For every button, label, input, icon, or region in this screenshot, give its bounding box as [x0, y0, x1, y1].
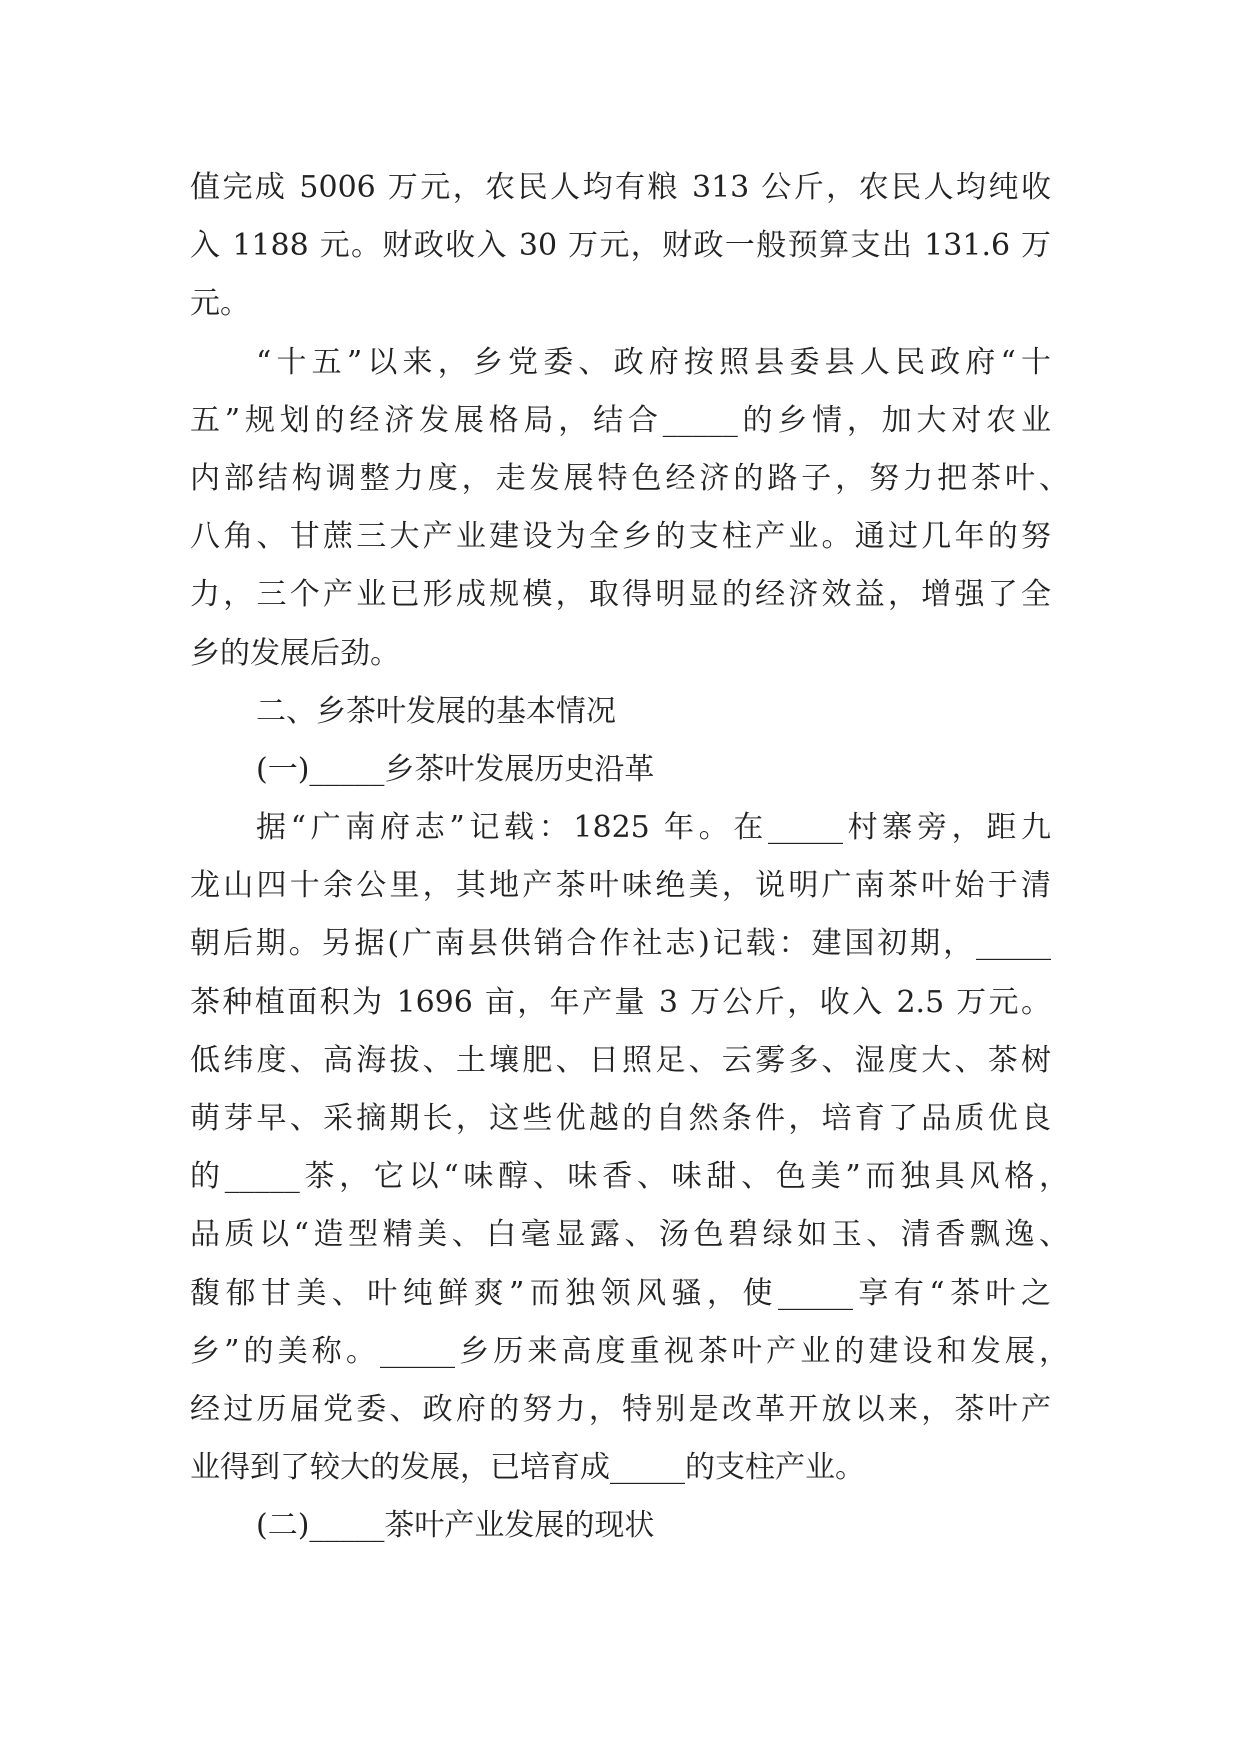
- paragraph-line: 朝后期。另据(广南县供销合作社志)记载：建国初期，_____: [190, 926, 1051, 962]
- paragraph-line: 经过历届党委、政府的努力，特别是改革开放以来，茶叶产: [190, 1391, 1051, 1427]
- paragraph-line: “十五”以来，乡党委、政府按照县委县人民政府“十: [256, 344, 1051, 380]
- paragraph-line: 五”规划的经济发展格局，结合_____的乡情，加大对农业: [190, 402, 1051, 438]
- paragraph-line: 馥郁甘美、叶纯鲜爽”而独领风骚，使_____享有“茶叶之: [190, 1275, 1051, 1311]
- subsection-heading: (一)_____乡茶叶发展历史沿革: [256, 751, 655, 787]
- paragraph-line: 品质以“造型精美、白毫显露、汤色碧绿如玉、清香飘逸、: [190, 1217, 1069, 1253]
- paragraph-line: 内部结构调整力度，走发展特色经济的路子，努力把茶叶、: [190, 460, 1069, 496]
- paragraph-line: 元。: [190, 286, 250, 322]
- body-text: [190, 159, 1069, 1556]
- paragraph-line: 低纬度、高海拔、土壤肥、日照足、云雾多、湿度大、茶树: [190, 1042, 1051, 1078]
- paragraph-line: 萌芽早、采摘期长，这些优越的自然条件，培育了品质优良: [190, 1101, 1051, 1136]
- section-heading: 二、乡茶叶发展的基本情况: [256, 693, 616, 729]
- paragraph-line: 的_____茶，它以“味醇、味香、味甜、色美”而独具风格，: [190, 1159, 1069, 1195]
- paragraph-line: 龙山四十余公里，其地产茶叶味绝美，说明广南茶叶始于清: [190, 868, 1051, 904]
- paragraph-line: 乡的发展后劲。: [190, 635, 400, 671]
- paragraph-line: 茶种植面积为 1696 亩，年产量 3 万公斤，收入 2.5 万元。: [190, 984, 1051, 1020]
- paragraph-line: 八角、甘蔗三大产业建设为全乡的支柱产业。通过几年的努: [190, 519, 1051, 555]
- paragraph-line: 力，三个产业已形成规模，取得明显的经济效益，增强了全: [190, 577, 1051, 613]
- paragraph-line: 业得到了较大的发展，已培育成_____的支柱产业。: [190, 1450, 865, 1486]
- paragraph-line: 值完成 5006 万元，农民人均有粮 313 公斤，农民人均纯收: [190, 170, 1051, 205]
- paragraph-line: 据“广南府志”记载：1825 年。在_____村寨旁，距九: [256, 810, 1051, 846]
- paragraph-line: 乡”的美称。_____乡历来高度重视茶叶产业的建设和发展，: [190, 1333, 1069, 1369]
- subsection-heading: (二)_____茶叶产业发展的现状: [256, 1508, 655, 1544]
- paragraph-line: 入 1188 元。财政收入 30 万元，财政一般预算支出 131.6 万: [190, 228, 1051, 264]
